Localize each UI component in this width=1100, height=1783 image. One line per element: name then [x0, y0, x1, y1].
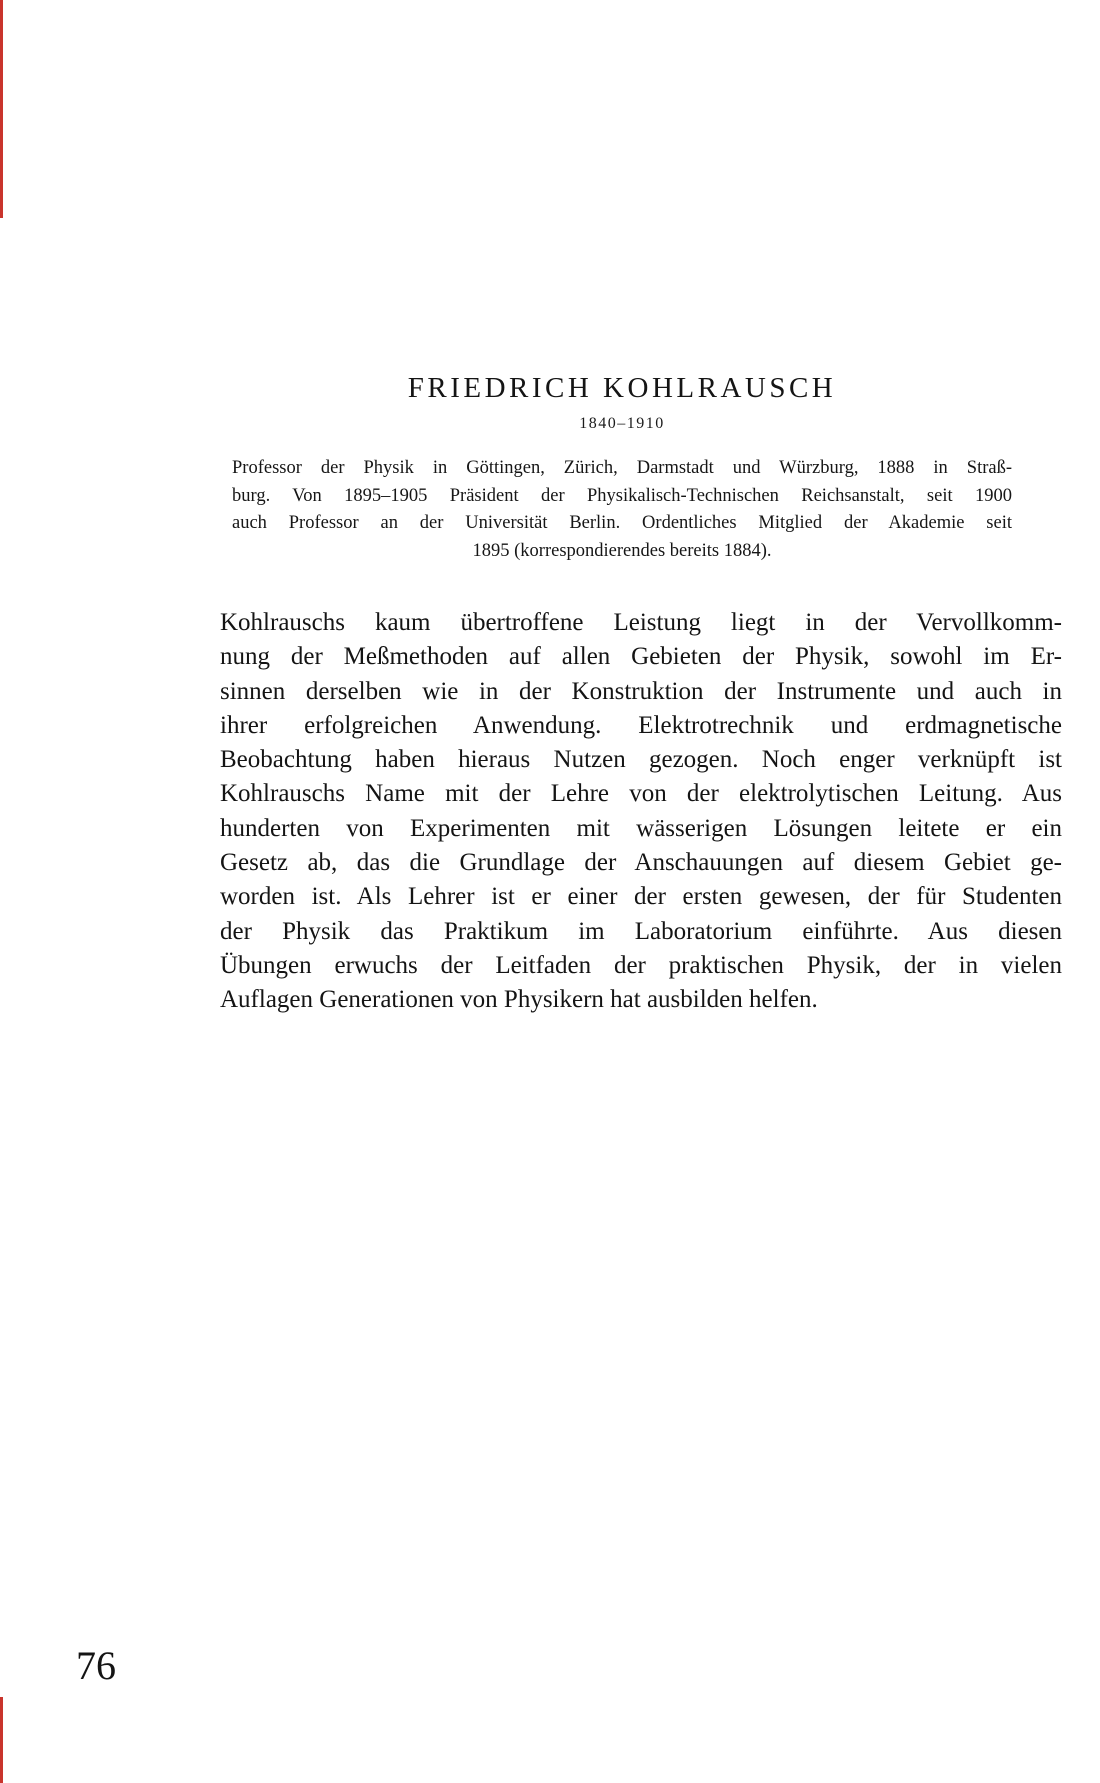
biography-line: burg. Von 1895–1905 Präsident der Physikalisch-Technischen Reichsanstalt, seit 1900: [232, 485, 1012, 506]
scan-edge-artifact-bottom: [0, 1697, 3, 1783]
text-line: Beobachtung haben hieraus Nutzen gezogen. Noch enger verknüpft ist: [220, 746, 1062, 774]
text-line: Gesetz ab, das die Grundlage der Anschauungen auf diesem Gebiet ge-: [220, 849, 1062, 877]
biography-line: auch Professor an der Universität Berlin. Ordentliches Mitglied der Akademie seit: [232, 513, 1012, 533]
text-line: worden ist. Als Lehrer ist er einer der ersten gewesen, der für Studenten: [220, 883, 1062, 911]
page-title: FRIEDRICH KOHLRAUSCH: [407, 372, 837, 404]
biography-line: 1895 (korrespondierendes bereits 1884).: [472, 540, 772, 561]
biography-block: [232, 455, 1012, 565]
text-line: sinnen derselben wie in der Konstruktion der Instrumente und auch in: [220, 677, 1062, 705]
text-line: nung der Meßmethoden auf allen Gebieten der Physik, sowohl im Er-: [220, 643, 1062, 671]
text-line: Kohlrauschs kaum übertroffene Leistung liegt in der Vervollkomm-: [220, 609, 1062, 636]
biography-line: Professor der Physik in Göttingen, Zürich, Darmstadt und Würzburg, 1888 in Straß-: [232, 458, 1012, 478]
text-line: ihrer erfolgreichen Anwendung. Elektrotrechnik und erdmagnetische: [220, 711, 1062, 739]
text-line: der Physik das Praktikum im Laboratorium einführte. Aus diesen: [220, 917, 1062, 945]
main-text-block: [220, 606, 1062, 1018]
scan-edge-artifact-top: [0, 0, 3, 218]
text-line: Auflagen Generationen von Physikern hat ausbilden helfen.: [220, 986, 818, 1014]
life-dates: 1840–1910: [579, 415, 665, 432]
text-line: hunderten von Experimenten mit wässerigen Lösungen leitete er ein: [220, 814, 1062, 842]
text-line: Kohlrauschs Name mit der Lehre von der elektrolytischen Leitung. Aus: [220, 780, 1062, 808]
text-line: Übungen erwuchs der Leitfaden der praktischen Physik, der in vielen: [220, 951, 1062, 979]
page-number: 76: [76, 1643, 116, 1688]
